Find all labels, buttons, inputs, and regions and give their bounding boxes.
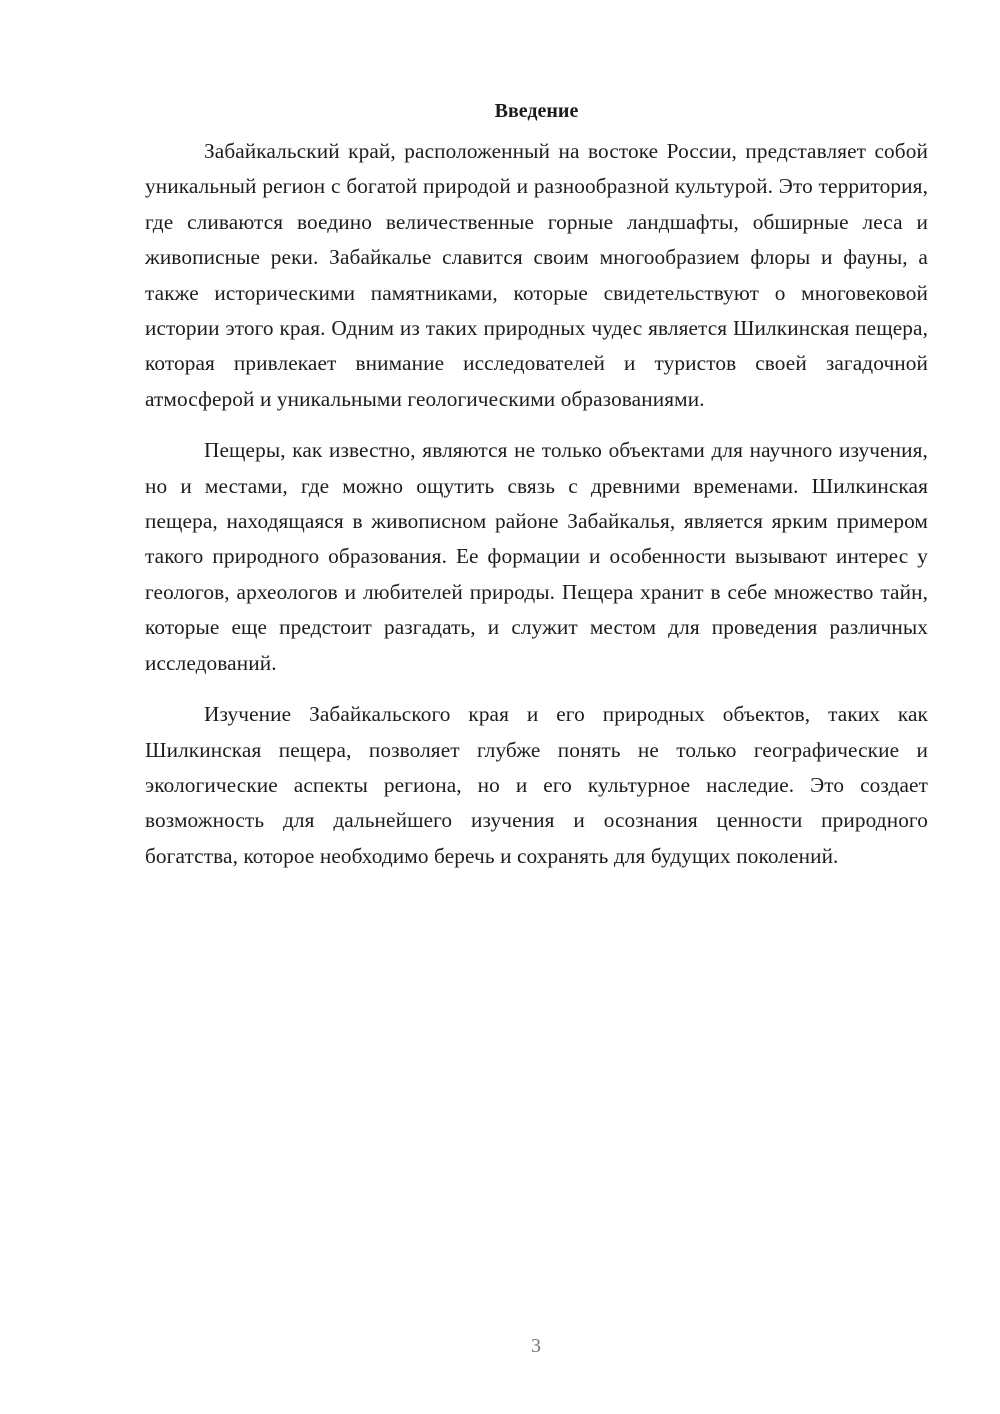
page-number: 3	[531, 1335, 541, 1357]
paragraph-conclusion: Изучение Забайкальского края и его природных объектов, таких как Шилкинская пещера, позволяет глубже понять не только географические и экологические аспекты региона, но и его культурное наследие. Это создает возможность для дальнейшего изучения и осознания ценности природного богатства, которое необходимо беречь и сохранять для будущих поколений.	[145, 702, 928, 868]
paragraph-caves: Пещеры, как известно, являются не только объектами для научного изучения, но и местами, где можно ощутить связь с древними временами. Шилкинская пещера, находящаяся в живописном районе Забайкалья, является ярким примером такого природного образования. Ее формации и особенности вызывают интерес у геологов, археологов и любителей природы. Пещера хранит в себе множество тайн, которые еще предстоит разгадать, и служит местом для проведения различных исследований.	[145, 438, 928, 675]
paragraph-intro: Забайкальский край, расположенный на востоке России, представляет собой уникальный регион с богатой природой и разнообразной культурой. Это территория, где сливаются воедино величественные горные ландшафты, обширные леса и живописные реки. Забайкалье славится своим многообразием флоры и фауны, а также историческими памятниками, которые свидетельствуют о многовековой истории этого края. Одним из таких природных чудес является Шилкинская пещера, которая привлекает внимание исследователей и туристов своей загадочной атмосферой и уникальными геологическими образованиями.	[145, 139, 928, 411]
section-title: Введение	[494, 100, 579, 122]
page-content	[145, 96, 928, 890]
